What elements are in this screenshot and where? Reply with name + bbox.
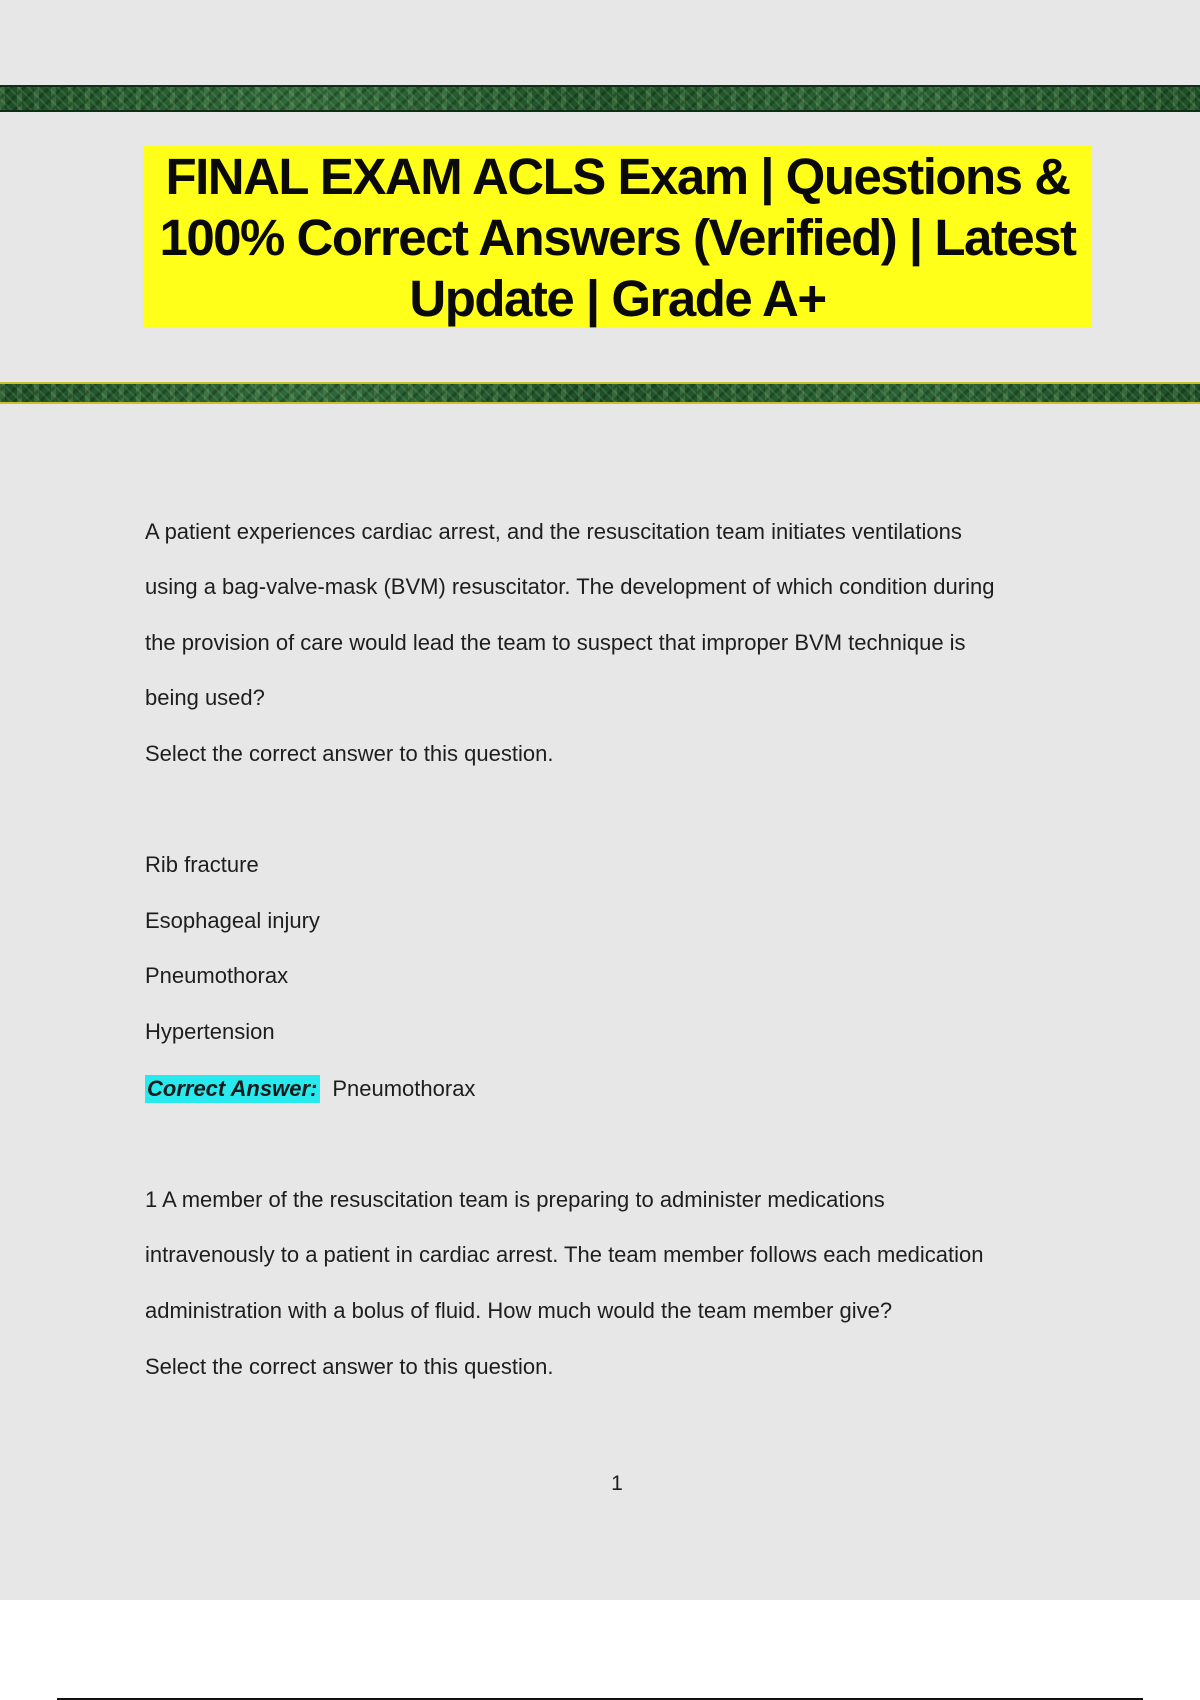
- correct-answer-row: [145, 1074, 475, 1104]
- question-1-line-3: the provision of care would lead the team to suspect that improper BVM technique is: [145, 630, 966, 655]
- question-1-line-2: using a bag-valve-mask (BVM) resuscitator. The development of which condition during: [145, 574, 995, 599]
- answer-option: Rib fracture: [145, 852, 259, 877]
- page-number: 1: [611, 1472, 623, 1495]
- question-1-line-1: A patient experiences cardiac arrest, and the resuscitation team initiates ventilations: [145, 519, 962, 544]
- question-2-line-3: administration with a bolus of fluid. How much would the team member give?: [145, 1298, 893, 1323]
- decorative-band-top: [0, 85, 1200, 112]
- correct-answer-value: Pneumothorax: [332, 1076, 476, 1101]
- decorative-band-bottom: [0, 382, 1200, 404]
- question-2-line-2: intravenously to a patient in cardiac arrest. The team member follows each medication: [145, 1242, 984, 1267]
- correct-answer-label: Correct Answer:: [145, 1075, 320, 1103]
- document-title: FINAL EXAM ACLS Exam | Questions & 100% Correct Answers (Verified) | Latest Update | Grade A+: [159, 147, 1076, 327]
- question-1-instruction: Select the correct answer to this question.: [145, 741, 554, 766]
- answer-option: Esophageal injury: [145, 908, 320, 933]
- answer-option: Hypertension: [145, 1019, 275, 1044]
- question-2-line-1: 1 A member of the resuscitation team is preparing to administer medications: [145, 1187, 885, 1212]
- question-1-line-4: being used?: [145, 685, 265, 710]
- question-2-instruction: Select the correct answer to this question.: [145, 1354, 554, 1379]
- title-highlight-box: [143, 146, 1092, 328]
- answer-option: Pneumothorax: [145, 963, 289, 988]
